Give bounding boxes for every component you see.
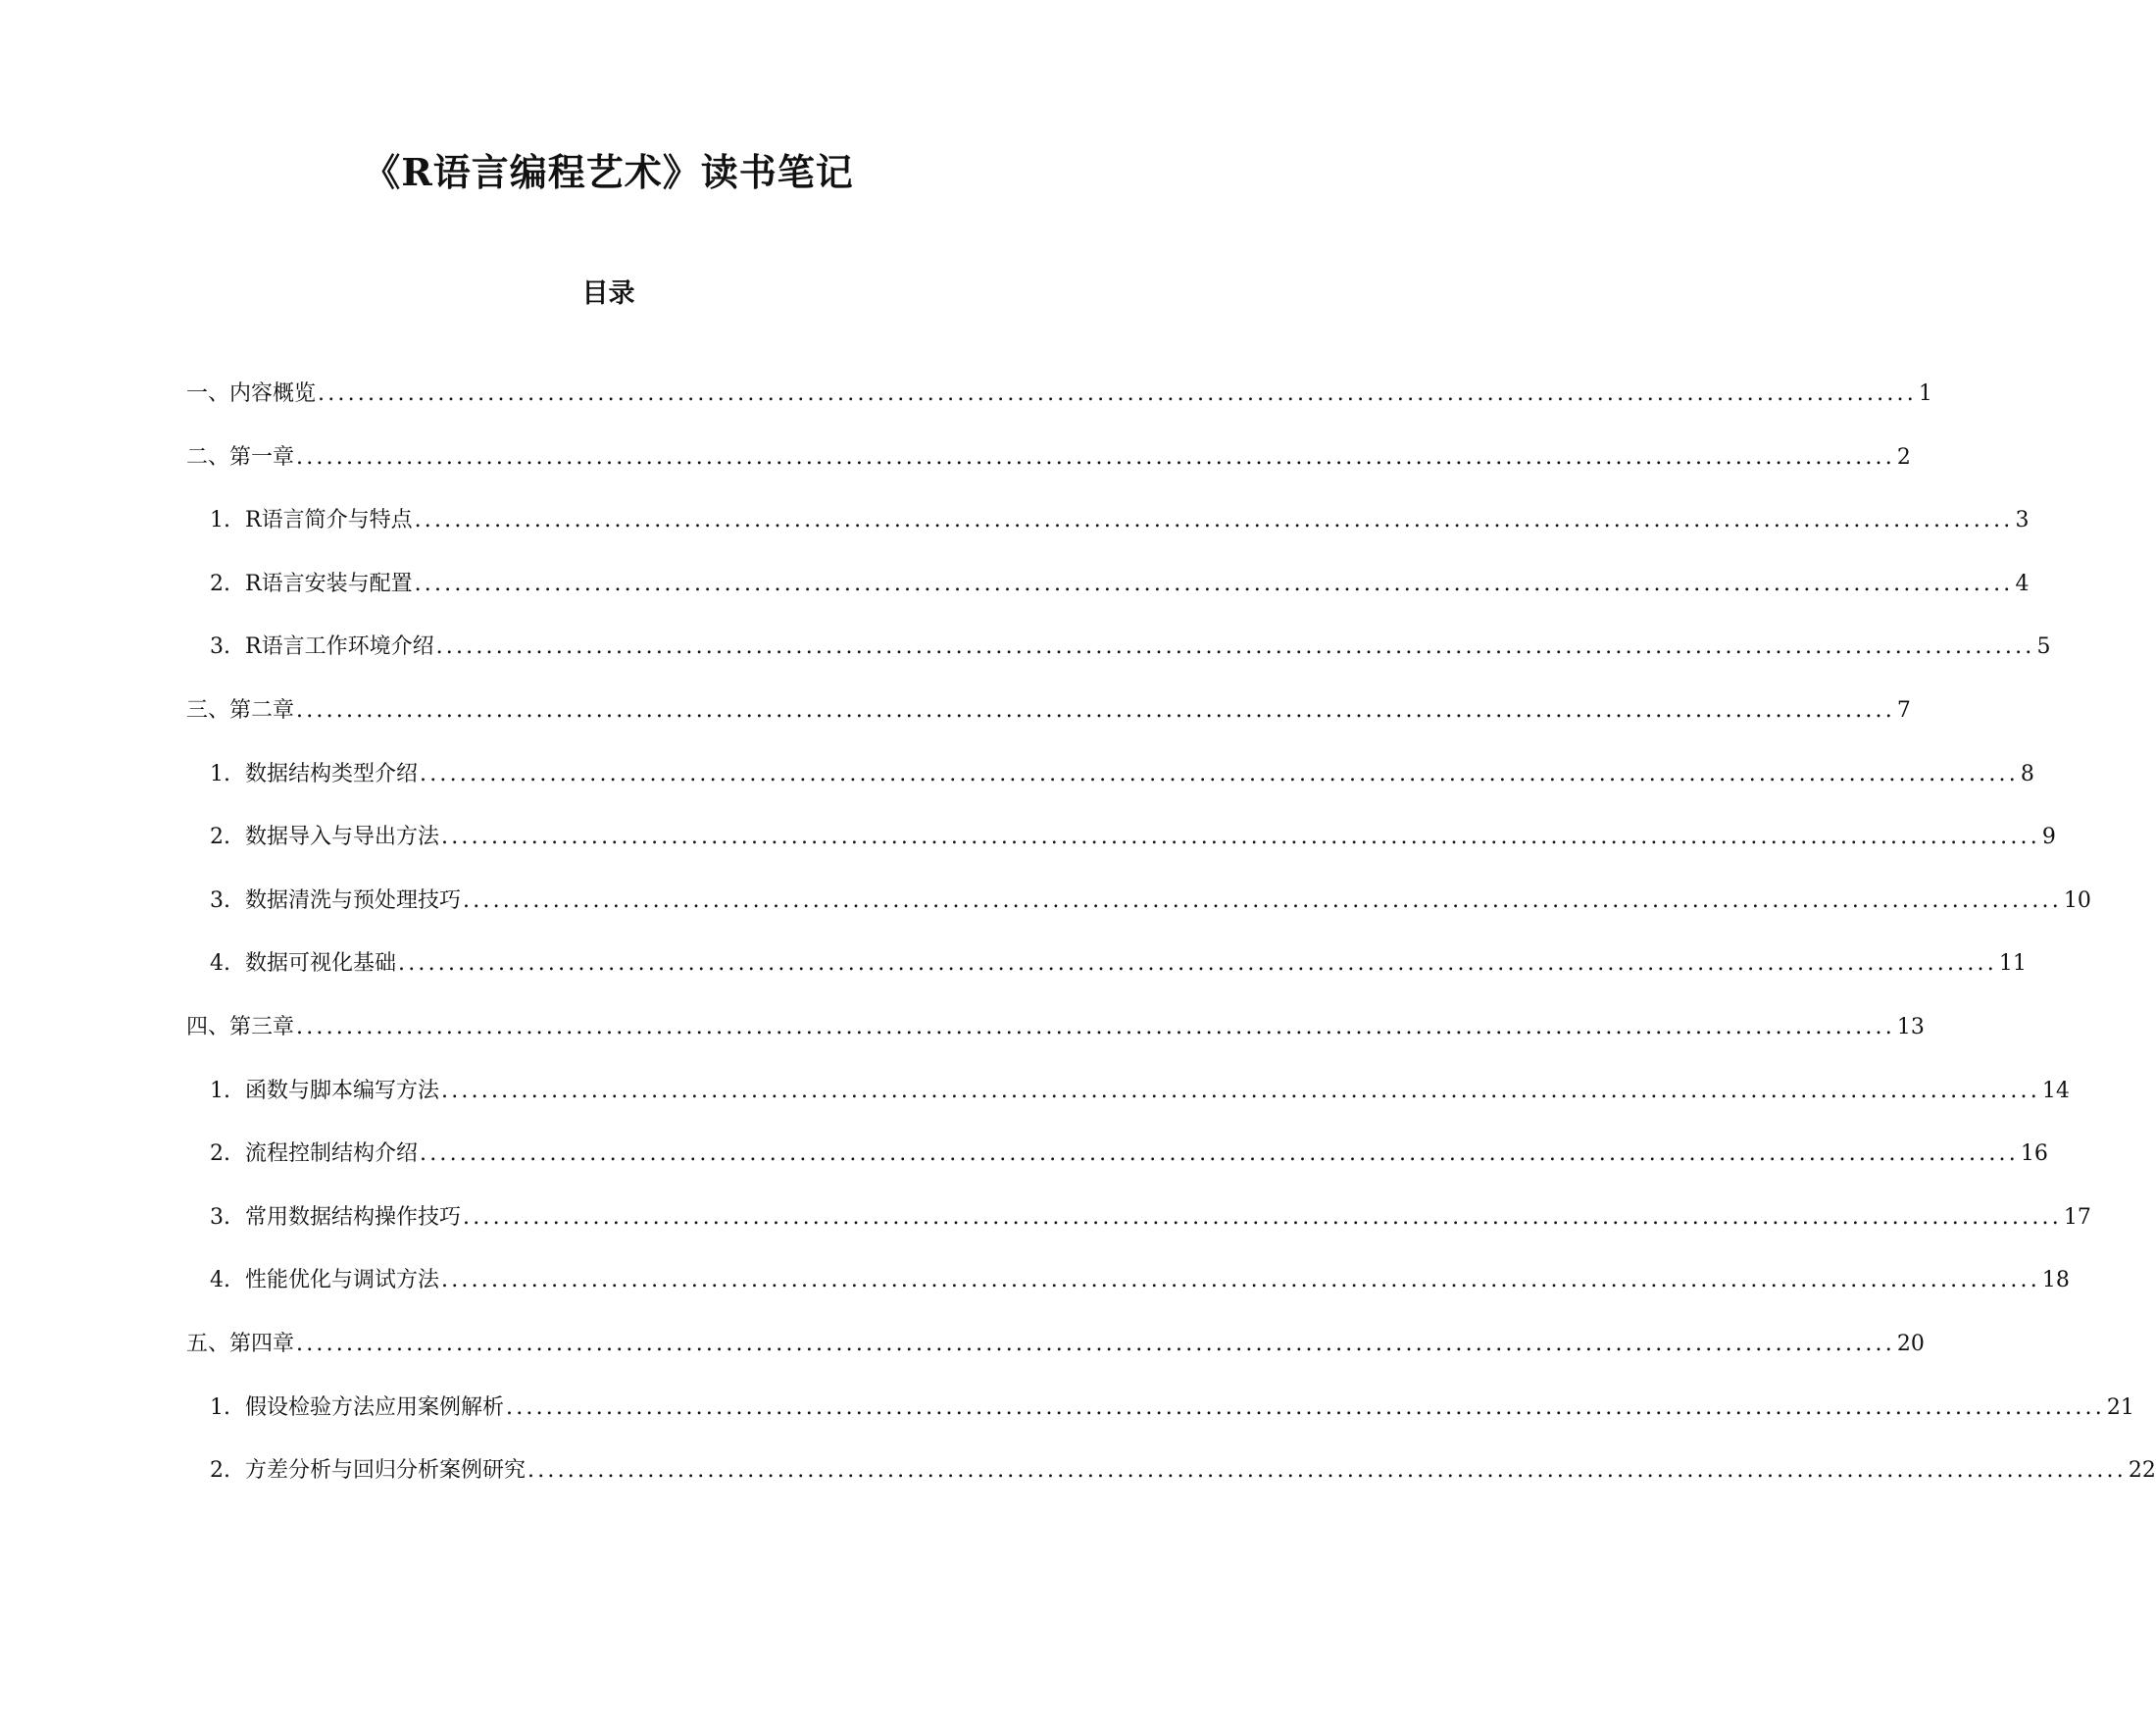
toc-page-number: 8 xyxy=(2020,761,2034,786)
toc-page-number: 22 xyxy=(2128,1458,2156,1484)
toc-entry[interactable] xyxy=(210,944,2027,984)
toc-page-number: 4 xyxy=(2015,571,2030,596)
toc-entry-label: 一、内容概览 xyxy=(186,381,317,406)
toc-entry-number: 1. xyxy=(210,761,230,786)
toc-entry[interactable] xyxy=(210,628,2051,667)
toc-entry[interactable] xyxy=(186,1325,1925,1364)
toc-page-number: 18 xyxy=(2041,1268,2070,1293)
toc-entry-number: 4. xyxy=(210,1268,230,1293)
toc-page-number: 17 xyxy=(2063,1204,2091,1230)
toc-entry-number: 2. xyxy=(210,571,230,596)
toc-heading: 目录 xyxy=(581,278,635,309)
toc-dot-leader: ................................................................................................................................................................ xyxy=(441,825,2040,850)
toc-dot-leader: ................................................................................................................................................................ xyxy=(435,634,2035,660)
toc-entry-number: 2. xyxy=(210,1458,230,1484)
toc-dot-leader: ................................................................................................................................................................ xyxy=(318,381,1917,406)
toc-page-number: 14 xyxy=(2041,1078,2070,1103)
toc-dot-leader: ................................................................................................................................................................ xyxy=(463,1204,2062,1230)
toc-page-number: 10 xyxy=(2063,887,2091,913)
toc-entry[interactable] xyxy=(210,1198,2091,1238)
toc-entry-label: 假设检验方法应用案例解析 xyxy=(245,1394,505,1420)
toc-entry-label: R语言安装与配置 xyxy=(245,571,413,596)
toc-page-number: 3 xyxy=(2015,508,2030,533)
toc-page-number: 16 xyxy=(2020,1141,2048,1167)
toc-entry-number: 3. xyxy=(210,1204,230,1230)
toc-entry-label: 数据导入与导出方法 xyxy=(245,825,440,850)
toc-page-number: 5 xyxy=(2036,634,2051,660)
toc-entry[interactable] xyxy=(210,882,2091,921)
toc-entry-number: 1. xyxy=(210,1394,230,1420)
toc-entry[interactable] xyxy=(210,501,2030,540)
toc-entry-number: 2. xyxy=(210,825,230,850)
toc-entry[interactable] xyxy=(210,818,2056,857)
toc-page-number: 13 xyxy=(1896,1015,1925,1039)
toc-dot-leader: ................................................................................................................................................................ xyxy=(527,1458,2127,1484)
toc-entry[interactable] xyxy=(210,565,2030,604)
toc-entry-label: 性能优化与调试方法 xyxy=(245,1268,440,1293)
toc-dot-leader: ................................................................................................................................................................ xyxy=(296,444,1895,470)
toc-entry-number: 4. xyxy=(210,951,230,977)
toc-entry-number: 3. xyxy=(210,634,230,660)
toc-entry[interactable] xyxy=(186,1008,1925,1047)
toc-dot-leader: ................................................................................................................................................................ xyxy=(441,1268,2040,1293)
toc-page-number: 1 xyxy=(1918,381,1932,406)
toc-entry[interactable] xyxy=(210,1451,2156,1491)
toc-page-number: 9 xyxy=(2041,825,2056,850)
toc-entry[interactable] xyxy=(186,375,1932,414)
toc-page-number: 11 xyxy=(1998,951,2027,977)
toc-entry-number: 2. xyxy=(210,1141,230,1167)
toc-dot-leader: ................................................................................................................................................................ xyxy=(296,1015,1895,1039)
toc-entry-label: R语言工作环境介绍 xyxy=(245,634,434,660)
toc-entry-number: 1. xyxy=(210,1078,230,1103)
toc-dot-leader: ................................................................................................................................................................ xyxy=(420,1141,2019,1167)
toc-entry-label: 数据结构类型介绍 xyxy=(245,761,419,786)
toc-entry-label: 数据可视化基础 xyxy=(245,951,397,977)
toc-dot-leader: ................................................................................................................................................................ xyxy=(414,508,2014,533)
toc-dot-leader: ................................................................................................................................................................ xyxy=(420,761,2019,786)
toc-dot-leader: ................................................................................................................................................................ xyxy=(414,571,2014,596)
toc-entry-number: 1. xyxy=(210,508,230,533)
toc-entry-label: 五、第四章 xyxy=(186,1332,295,1356)
toc-entry[interactable] xyxy=(210,1261,2070,1300)
toc-entry[interactable] xyxy=(186,691,1911,731)
toc-dot-leader: ................................................................................................................................................................ xyxy=(506,1394,2105,1420)
toc-entry-label: R语言简介与特点 xyxy=(245,508,413,533)
toc-entry-label: 数据清洗与预处理技巧 xyxy=(245,887,462,913)
toc-entry-label: 流程控制结构介绍 xyxy=(245,1141,419,1167)
toc-page-number: 21 xyxy=(2106,1394,2134,1420)
toc-page-number: 7 xyxy=(1896,698,1911,723)
toc-entry-label: 四、第三章 xyxy=(186,1015,295,1039)
toc-entry[interactable] xyxy=(210,1389,2134,1428)
toc-entry-number: 3. xyxy=(210,887,230,913)
toc-entry-label: 常用数据结构操作技巧 xyxy=(245,1204,462,1230)
toc-entry[interactable] xyxy=(210,1072,2070,1111)
toc-entry[interactable] xyxy=(210,755,2034,794)
toc-dot-leader: ................................................................................................................................................................ xyxy=(398,951,1997,977)
toc-entry[interactable] xyxy=(210,1135,2048,1174)
toc-dot-leader: ................................................................................................................................................................ xyxy=(441,1078,2040,1103)
toc-entry-label: 三、第二章 xyxy=(186,698,295,723)
document-title: 《R语言编程艺术》读书笔记 xyxy=(363,150,854,194)
toc-page-number: 20 xyxy=(1896,1332,1925,1356)
toc-dot-leader: ................................................................................................................................................................ xyxy=(463,887,2062,913)
toc-page-number: 2 xyxy=(1896,444,1911,470)
toc-entry[interactable] xyxy=(186,438,1911,478)
toc-dot-leader: ................................................................................................................................................................ xyxy=(296,1332,1895,1356)
toc-entry-label: 函数与脚本编写方法 xyxy=(245,1078,440,1103)
toc-dot-leader: ................................................................................................................................................................ xyxy=(296,698,1895,723)
toc-entry-label: 二、第一章 xyxy=(186,444,295,470)
toc-entry-label: 方差分析与回归分析案例研究 xyxy=(245,1458,526,1484)
